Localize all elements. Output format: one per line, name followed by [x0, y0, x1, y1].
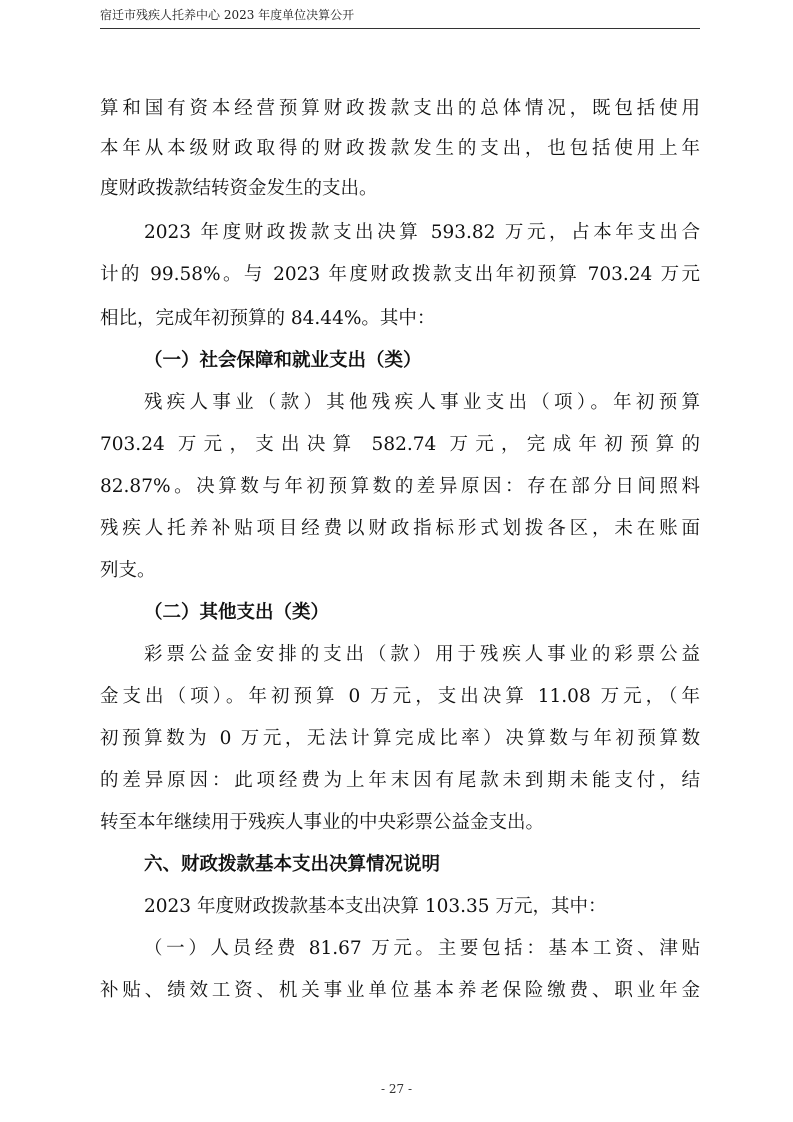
section-heading: （一）社会保障和就业支出（类）: [144, 350, 422, 371]
text-line: 算和国有资本经营预算财政拨款支出的总体情况，既包括使用: [100, 98, 700, 119]
text-line: 列支。: [100, 560, 156, 581]
text-line: 残疾人托养补贴项目经费以财政指标形式划拨各区，未在账面: [100, 518, 700, 539]
text-line: 金支出（项）。年初预算 0 万元，支出决算 11.08 万元，（年: [100, 686, 700, 707]
text-line: 本年从本级财政取得的财政拨款发生的支出，也包括使用上年: [100, 138, 700, 159]
text-line: 703.24 万元，支出决算 582.74 万元，完成年初预算的: [100, 434, 700, 455]
running-header: 宿迁市残疾人托养中心 2023 年度单位决算公开: [100, 8, 355, 22]
section-heading: （二）其他支出（类）: [144, 602, 330, 623]
text-line: 转至本年继续用于残疾人事业的中央彩票公益金支出。: [100, 812, 545, 833]
text-line: 初预算数为 0 万元，无法计算完成比率）决算数与年初预算数: [100, 728, 700, 749]
text-line: 的差异原因：此项经费为上年末因有尾款未到期未能支付，结: [100, 770, 700, 791]
text-line: 相比，完成年初预算的 84.44%。其中：: [100, 308, 436, 329]
text-line: 残疾人事业（款）其他残疾人事业支出（项）。年初预算: [144, 392, 700, 413]
text-line: （一）人员经费 81.67 万元。主要包括：基本工资、津贴: [144, 938, 700, 959]
text-line: 82.87%。决算数与年初预算数的差异原因：存在部分日间照料: [100, 476, 700, 497]
page-number: - 27 -: [380, 1082, 412, 1096]
text-line: 补贴、绩效工资、机关事业单位基本养老保险缴费、职业年金: [100, 980, 700, 1001]
text-line: 2023 年度财政拨款支出决算 593.82 万元，占本年支出合: [144, 222, 700, 243]
text-line: 2023 年度财政拨款基本支出决算 103.35 万元，其中：: [144, 896, 607, 917]
text-line: 彩票公益金安排的支出（款）用于残疾人事业的彩票公益: [144, 644, 700, 665]
section-heading: 六、财政拨款基本支出决算情况说明: [144, 854, 441, 875]
text-line: 计的 99.58%。与 2023 年度财政拨款支出年初预算 703.24 万元: [100, 264, 700, 285]
header-rule: [100, 28, 700, 29]
text-line: 度财政拨款结转资金发生的支出。: [100, 178, 378, 199]
